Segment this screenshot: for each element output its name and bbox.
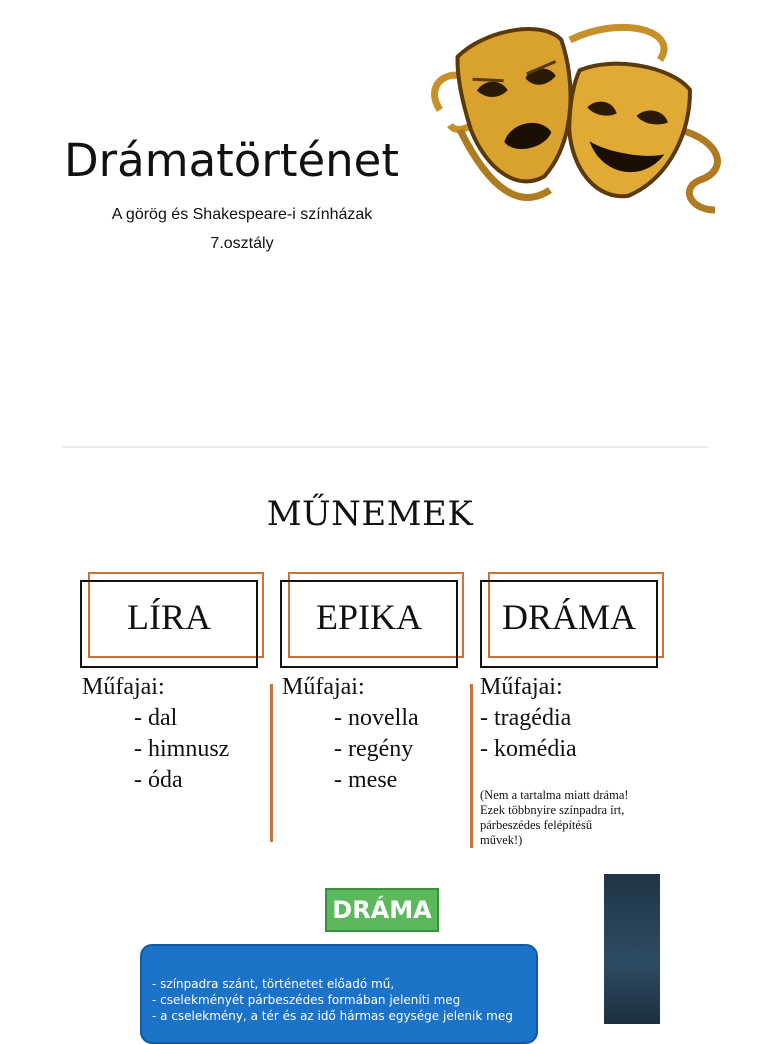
list-item: - dal bbox=[134, 705, 178, 731]
slide-title: Drámatörténet bbox=[64, 134, 399, 187]
list-heading: Műfajai: bbox=[282, 674, 365, 700]
drama-genre-list bbox=[480, 672, 577, 765]
genres-title: MŰNEMEK bbox=[266, 494, 474, 534]
drama-slide bbox=[110, 874, 660, 1024]
list-heading: Műfajai: bbox=[480, 674, 563, 700]
list-item: - komédia bbox=[480, 736, 577, 762]
definition-line: - a cselekmény, a tér és az idő hármas egysége jelenik meg bbox=[152, 1009, 513, 1023]
drama-note bbox=[480, 788, 670, 848]
note-line: párbeszédes felépítésű bbox=[480, 818, 593, 832]
list-item: - tragédia bbox=[480, 705, 572, 731]
list-item: - himnusz bbox=[134, 736, 230, 762]
list-item: - regény bbox=[334, 736, 414, 762]
theater-masks-icon bbox=[420, 20, 735, 220]
genre-label: LÍRA bbox=[127, 597, 211, 637]
definition-box bbox=[140, 944, 538, 1044]
genre-box-drama bbox=[480, 572, 668, 672]
drama-badge: DRÁMA bbox=[325, 888, 439, 932]
list-item: - novella bbox=[334, 705, 419, 731]
list-item: - mese bbox=[334, 767, 398, 793]
note-line: (Nem a tartalma miatt dráma! bbox=[480, 788, 629, 802]
genre-box-epika bbox=[280, 572, 468, 672]
background-image-strip bbox=[604, 874, 660, 1024]
title-slide bbox=[0, 0, 768, 440]
list-item: - óda bbox=[134, 767, 183, 793]
separator-line bbox=[470, 684, 473, 848]
genre-box-lira bbox=[80, 572, 268, 672]
genre-label: EPIKA bbox=[316, 597, 422, 637]
list-heading: Műfajai: bbox=[82, 674, 165, 700]
slide-subtitle: A görög és Shakespeare-i színházak bbox=[111, 206, 373, 223]
lira-genre-list bbox=[82, 672, 229, 796]
definition-line: - színpadra szánt, történetet előadó mű, bbox=[152, 977, 395, 991]
definition-line: - cselekményét párbeszédes formában jeleníti meg bbox=[152, 993, 461, 1007]
separator-line bbox=[270, 684, 273, 842]
note-line: művek!) bbox=[480, 833, 523, 847]
slide-grade: 7.osztály bbox=[210, 235, 274, 252]
note-line: Ezek többnyire színpadra írt, bbox=[480, 803, 625, 817]
genre-label: DRÁMA bbox=[501, 597, 636, 637]
epika-genre-list bbox=[282, 672, 419, 796]
slide-divider bbox=[62, 446, 708, 448]
